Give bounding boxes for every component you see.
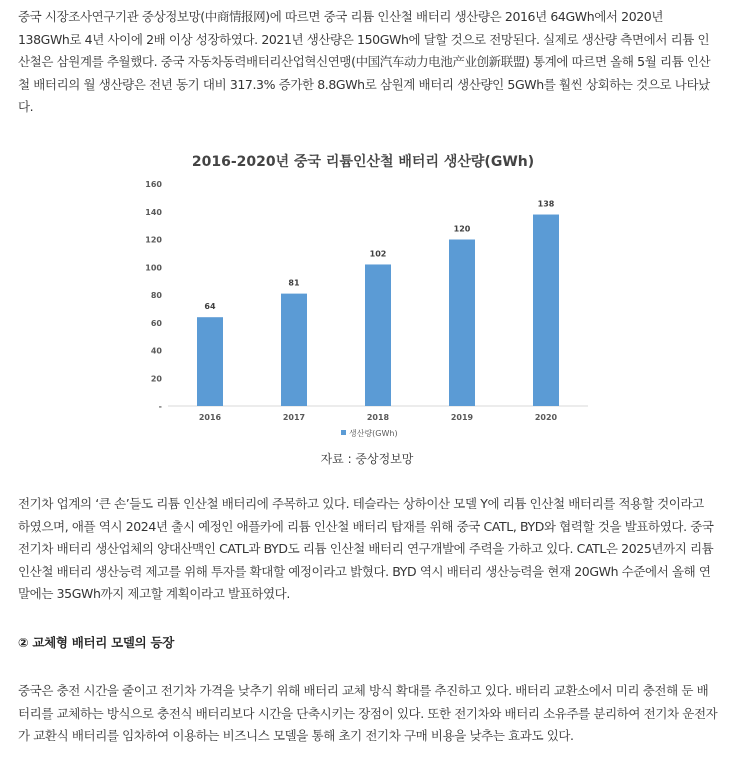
- x-tick-label-2018: 2018: [366, 413, 390, 422]
- y-tick-label: 80: [150, 291, 162, 300]
- section-heading: ② 교체형 배터리 모델의 등장: [18, 635, 175, 650]
- bars: [197, 200, 559, 406]
- y-tick-label: -: [158, 402, 162, 411]
- y-tick-label: 140: [145, 207, 162, 217]
- chart-title: 2016-2020년 중국 리튬인산철 배터리 생산량(GWh): [191, 154, 535, 170]
- intro-paragraph: 중국 시장조사연구기관 중상정보망(中商情报网)에 따르면 중국 리튬 인산철 배터리 생산량은 2016년 64GWh에서 2020년 138GWh로 4년 사이에 2배 이상 성장하였다. 2021년 생산량은 150GWh에 달할 것으로 전망된다. 실제로 생산량 측면에서 리튬 인산철은 삼원계를 추월했다. 중국 자동차동력배터리산업혁신연맹(中国汽车动力电池产业创新联盟) 통계에 따르면 올해 5월 리튬 인산철 배터리의 월 생산량은 전년 동기 대비 317.3% 증가한 8.8GWh로 삼원계 배터리 생산량인 5GWh를 훨씬 상회하는 것으로 나타났다.: [18, 9, 711, 114]
- figure-caption: 자료 : 중상정보망: [320, 452, 414, 466]
- data-label-2018: 102: [369, 249, 387, 259]
- y-tick-label: 160: [145, 180, 162, 189]
- y-tick-label: 100: [145, 263, 162, 273]
- data-label-2016: 64: [204, 302, 216, 312]
- data-label-2020: 138: [537, 199, 555, 209]
- x-tick-label-2017: 2017: [282, 413, 306, 422]
- chart-figure: [128, 140, 598, 440]
- bar-2018: [365, 264, 391, 406]
- y-tick-label: 120: [145, 235, 162, 245]
- bar-2017: [281, 294, 307, 406]
- bar-2016: [197, 317, 223, 406]
- legend-label: 생산량(GWh): [349, 429, 398, 438]
- legend-swatch: [341, 430, 346, 435]
- data-label-2017: 81: [288, 278, 300, 288]
- bar-2019: [449, 240, 475, 407]
- bar-chart: [128, 140, 598, 440]
- x-tick-label-2016: 2016: [198, 413, 222, 422]
- y-tick-label: 60: [150, 318, 162, 328]
- x-tick-label-2019: 2019: [450, 413, 474, 422]
- data-label-2019: 120: [453, 224, 471, 234]
- chart-legend: [341, 428, 398, 438]
- y-tick-label: 20: [150, 374, 162, 384]
- body-paragraph-2: 전기차 업계의 ‘큰 손’들도 리튬 인산철 배터리에 주목하고 있다. 테슬라는 상하이산 모델 Y에 리튬 인산철 배터리를 적용할 것이라고 하였으며, 애플 역시 2024년 출시 예정인 애플카에 리튬 인산철 배터리 탑재를 위해 중국 CATL, BYD와 협력할 것을 발표하였다. 중국 전기차 배터리 생산업체의 양대산맥인 CATL과 BYD도 리튬 인산철 배터리 연구개발에 주력을 가하고 있다. CATL은 2025년까지 리튬 인산철 배터리 생산능력 제고를 위해 투자를 확대할 예정이라고 밝혔다. BYD 역시 배터리 생산능력을 현재 20GWh 수준에서 올해 연말에는 35GWh까지 제고할 계획이라고 발표하였다.: [18, 496, 714, 601]
- y-axis-ticks: [145, 180, 162, 411]
- y-tick-label: 40: [150, 346, 162, 356]
- body-paragraph-3: 중국은 충전 시간을 줄이고 전기차 가격을 낮추기 위해 배터리 교체 방식 확대를 추진하고 있다. 배터리 교환소에서 미리 충전해 둔 배터리를 교체하는 방식으로 충전식 배터리보다 시간을 단축시키는 장점이 있다. 또한 전기차와 배터리 소유주를 분리하여 전기차 운전자가 교환식 배터리를 임차하여 이용하는 비즈니스 모델을 통해 초기 전기차 구매 비용을 낮추는 효과도 있다.: [18, 683, 718, 743]
- bar-2020: [533, 215, 559, 406]
- x-axis-ticks: [199, 413, 558, 422]
- x-tick-label-2020: 2020: [534, 413, 558, 422]
